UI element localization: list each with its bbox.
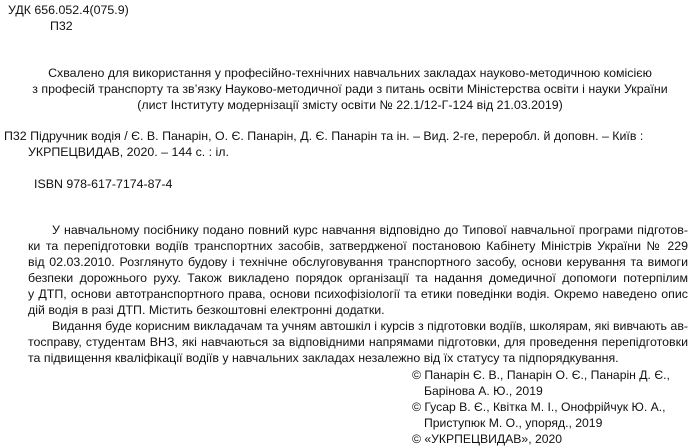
- abstract-line: ки та перепідготовки водіїв транспортних засобів, затвердженої постановою Кабінету Міністрів України № 229: [28, 239, 688, 253]
- copyright-line: Приступюк М. О., упоряд., 2019: [424, 416, 603, 430]
- abstract-line: тосправу, студентам ВНЗ, які навчаються за відповідними напрямами підготовки, для проведення перепідготовки: [28, 335, 688, 349]
- abstract-line: У навчальному посібнику подано повний курс навчання відповідно до Типової навчальної програми підготов-: [52, 223, 688, 237]
- bibliographic-entry-line-1: П32 Підручник водія / Є. В. Панарін, О. Є. Панарін, Д. Є. Панарін та ін. – Вид. 2-ге, переробл. й доповн. – Київ :: [4, 129, 644, 143]
- isbn: ISBN 978-617-7174-87-4: [34, 177, 173, 191]
- copyright-line: © Панарін Є. В., Панарін О. Є., Панарін Д. Є.,: [412, 368, 670, 382]
- abstract-line: дій водія в разі ДТП. Містить безкоштовні електронні додатки.: [28, 303, 385, 317]
- bibliographic-entry-line-2: УКРПЕЦВИДАВ, 2020. – 144 с. : іл.: [28, 145, 229, 159]
- abstract-line: від 02.03.2010. Розглянуто будову і технічне обслуговування транспортного засобу, основи керування та вимоги: [28, 255, 688, 269]
- abstract-line: та підвищення кваліфікації водіїв у навчальних закладах незалежно від їх статусу та підпорядкування.: [28, 351, 619, 365]
- udk-code: УДК 656.052.4(075.9): [8, 3, 129, 17]
- approval-line-1: Схвалено для використання у професійно-технічних навчальних закладах науково-методичною комісією: [48, 66, 652, 80]
- approval-line-2: з професій транспорту та зв’язку Науково-методичної ради з питань освіти Міністерства освіти і науки України: [32, 82, 668, 96]
- approval-line-3: (лист Інституту модернізації змісту освіти № 22.1/12-Г-124 від 21.03.2019): [137, 98, 563, 112]
- abstract-line: Видання буде корисним викладачам та учням автошкіл і курсів з підготовки водіїв, школярам, які вивчають ав-: [52, 319, 689, 333]
- bbk-code: П32: [50, 19, 73, 33]
- copyright-line: Барінова А. Ю., 2019: [424, 384, 543, 398]
- abstract-line: у ДТП, основи автотранспортного права, основи психофізіології та етики поведінки водія. Окремо наведено опис: [28, 287, 688, 301]
- copyright-line: © Гусар В. Є., Квітка М. І., Онофрійчук Ю. А.,: [412, 400, 666, 414]
- copyright-line: © «УКРПЕЦВИДАВ», 2020: [412, 432, 563, 446]
- abstract-line: безпеки дорожнього руху. Також викладено порядок організації та надання домедичної допомоги потерпілим: [28, 271, 688, 285]
